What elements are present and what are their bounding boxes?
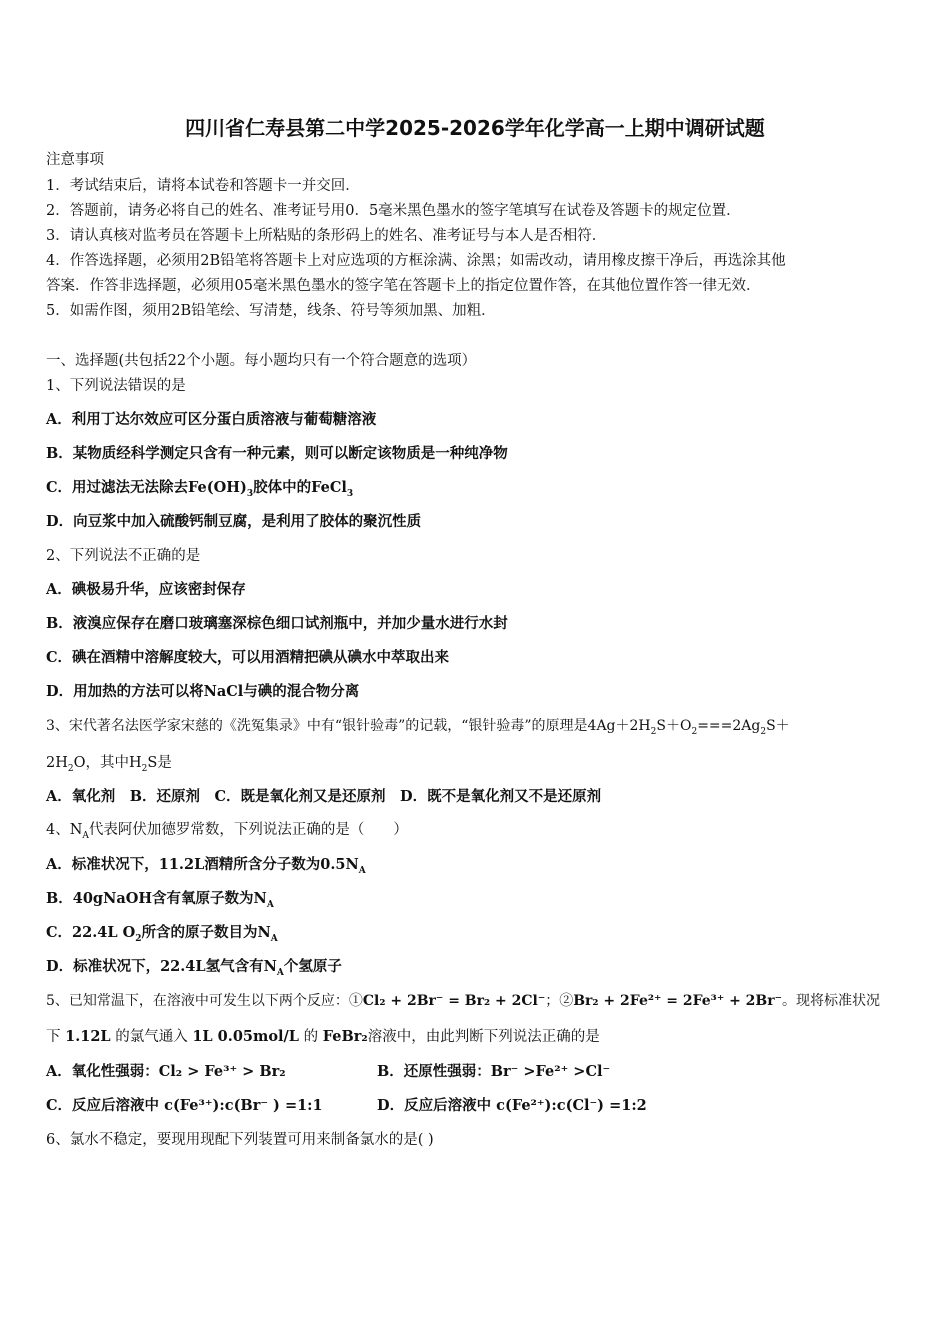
q5-option-b (377, 1063, 610, 1081)
q5-reaction-2: Br₂ + 2Fe²⁺ = 2Fe³⁺ + 2Br⁻ (573, 993, 783, 1009)
q2-stem: 2、下列说法不正确的是 (46, 548, 201, 564)
q4-stem (46, 821, 408, 839)
q3-stem-cont (46, 754, 172, 772)
q4-b-text: B．40gNaOH含有氧原子数为N (46, 890, 267, 907)
q3-stem2-b: O，其中H (73, 755, 142, 771)
q5-option-c (46, 1097, 323, 1115)
q5-a-val: Cl₂ > Fe³⁺ > Br₂ (158, 1063, 286, 1080)
q5-l2-f: FeBr₂ (322, 1028, 368, 1045)
q5-stem-a: 5、已知常温下，在溶液中可发生以下两个反应：① (46, 993, 363, 1009)
notice-heading: 注意事项 (46, 152, 104, 168)
q1-option-b: B．某物质经科学测定只含有一种元素，则可以断定该物质是一种纯净物 (46, 445, 508, 462)
q1-c-pre: C．用过滤法无法除去Fe(OH) (46, 479, 247, 496)
q4-option-b (46, 890, 274, 908)
notice-item-1: 1．考试结束后，请将本试卷和答题卡一并交回． (46, 178, 360, 194)
q1-c-sub: 3 (246, 488, 254, 499)
q3-stem2-c: S是 (147, 755, 172, 771)
q1-c-mid: 胶体中的FeCl (253, 479, 347, 496)
section-heading: 一、选择题(共包括22个小题。每小题均只有一个符合题意的选项） (46, 353, 477, 369)
q3-sub-5: 2 (141, 763, 148, 774)
q5-stem-cont (46, 1028, 600, 1046)
q3-stem-a: 3、宋代著名法医学家宋慈的《洗冤集录》中有“银针验毒”的记载，“银针验毒”的原理是4Ag＋2H (46, 718, 651, 734)
q5-d-label: D．反应后溶液中 (377, 1097, 492, 1114)
q4-c-sub2: A (270, 933, 278, 944)
q5-stem-b: 。现将标准状况 (782, 993, 881, 1009)
q5-l2-a: 下 (46, 1029, 61, 1045)
q4-a-sub: A (358, 865, 366, 876)
q3-stem2-a: 2H (46, 755, 68, 771)
q5-l2-c: 的氯气通入 (115, 1029, 188, 1045)
page-title: 四川省仁寿县第二中学2025-2026学年化学高一上期中调研试题 (185, 116, 765, 140)
q6-stem: 6、氯水不稳定，要现用现配下列装置可用来制备氯水的是( ) (46, 1132, 434, 1148)
q5-mid: ；② (545, 993, 574, 1009)
notice-item-2: 2．答题前，请务必将自己的姓名、准考证号用0．5毫米黑色墨水的签字笔填写在试卷及答题卡的规定位置． (46, 203, 741, 219)
q4-d-b: 个氢原子 (283, 958, 342, 975)
q4-b-sub: A (266, 899, 274, 910)
q3-stem-c: ===2Ag (697, 718, 761, 734)
q5-b-label: B．还原性强弱： (377, 1063, 491, 1080)
q4-stem-a: 4、N (46, 822, 83, 838)
q4-stem-b: 代表阿伏加德罗常数，下列说法正确的是（ ） (88, 822, 408, 838)
q1-option-a: A．利用丁达尔效应可区分蛋白质溶液与葡萄糖溶液 (46, 411, 377, 428)
q4-option-a (46, 856, 366, 874)
q1-stem: 1、下列说法错误的是 (46, 378, 186, 394)
q5-l2-b: 1.12L (65, 1028, 111, 1045)
q3-sub-2: 2 (691, 726, 698, 737)
q5-a-label: A．氧化性强弱： (46, 1063, 159, 1080)
notice-item-5: 5．如需作图，须用2B铅笔绘、写清楚，线条、符号等须加黑、加粗． (46, 303, 496, 319)
q5-l2-d: 1L 0.05mol/L (192, 1028, 300, 1045)
q4-c-a: C．22.4L O (46, 924, 136, 941)
q5-stem (46, 992, 880, 1010)
q5-reaction-1: Cl₂ + 2Br⁻ = Br₂ + 2Cl⁻ (362, 993, 546, 1009)
q5-d-val: c(Fe²⁺):c(Cl⁻) =1:2 (496, 1097, 647, 1114)
q5-option-d (377, 1097, 647, 1115)
q5-c-label: C．反应后溶液中 (46, 1097, 160, 1114)
q5-c-val: c(Fe³⁺):c(Br⁻ ) =1:1 (164, 1097, 323, 1114)
q4-d-a: D．标准状况下，22.4L氢气含有N (46, 958, 277, 975)
q1-option-c (46, 479, 353, 497)
q4-c-b: 所含的原子数目为N (141, 924, 271, 941)
q2-option-b: B．液溴应保存在磨口玻璃塞深棕色细口试剂瓶中，并加少量水进行水封 (46, 615, 508, 632)
q3-sub-4: 2 (67, 763, 74, 774)
q3-stem-b: S＋O (656, 718, 692, 734)
q2-option-a: A．碘极易升华，应该密封保存 (46, 581, 246, 598)
q3-stem-d: S＋ (766, 718, 790, 734)
notice-item-4: 4．作答选择题，必须用2B铅笔将答题卡上对应选项的方框涂满、涂黑；如需改动，请用橡皮擦干净后，再选涂其他 (46, 253, 786, 269)
q4-stem-sub: A (82, 830, 89, 841)
q3-sub-1: 2 (650, 726, 657, 737)
q5-l2-e: 的 (303, 1029, 319, 1045)
q4-c-sub: 2 (135, 933, 142, 944)
q5-l2-g: 溶液中，由此判断下列说法正确的是 (367, 1029, 600, 1045)
q1-c-sub2: 3 (346, 488, 354, 499)
notice-item-4-cont: 答案．作答非选择题，必须用05毫米黑色墨水的签字笔在答题卡上的指定位置作答，在其他位置作答一律无效． (46, 278, 761, 294)
q5-option-a (46, 1063, 286, 1081)
q3-sub-3: 2 (760, 726, 767, 737)
q2-option-c: C．碘在酒精中溶解度较大，可以用酒精把碘从碘水中萃取出来 (46, 649, 450, 666)
q2-option-d: D．用加热的方法可以将NaCl与碘的混合物分离 (46, 683, 360, 700)
q3-options: A．氧化剂 B．还原剂 C．既是氧化剂又是还原剂 D．既不是氧化剂又不是还原剂 (46, 788, 602, 805)
q3-stem (46, 717, 790, 735)
notice-item-3: 3．请认真核对监考员在答题卡上所粘贴的条形码上的姓名、准考证号与本人是否相符． (46, 228, 607, 244)
q4-option-c (46, 924, 278, 942)
q4-d-sub: A (276, 967, 284, 978)
q4-option-d (46, 958, 342, 976)
q5-b-val: Br⁻ >Fe²⁺ >Cl⁻ (490, 1063, 611, 1080)
q1-option-d: D．向豆浆中加入硫酸钙制豆腐，是利用了胶体的聚沉性质 (46, 513, 422, 530)
q4-a-text: A．标准状况下，11.2L酒精所含分子数为0.5N (46, 856, 359, 873)
